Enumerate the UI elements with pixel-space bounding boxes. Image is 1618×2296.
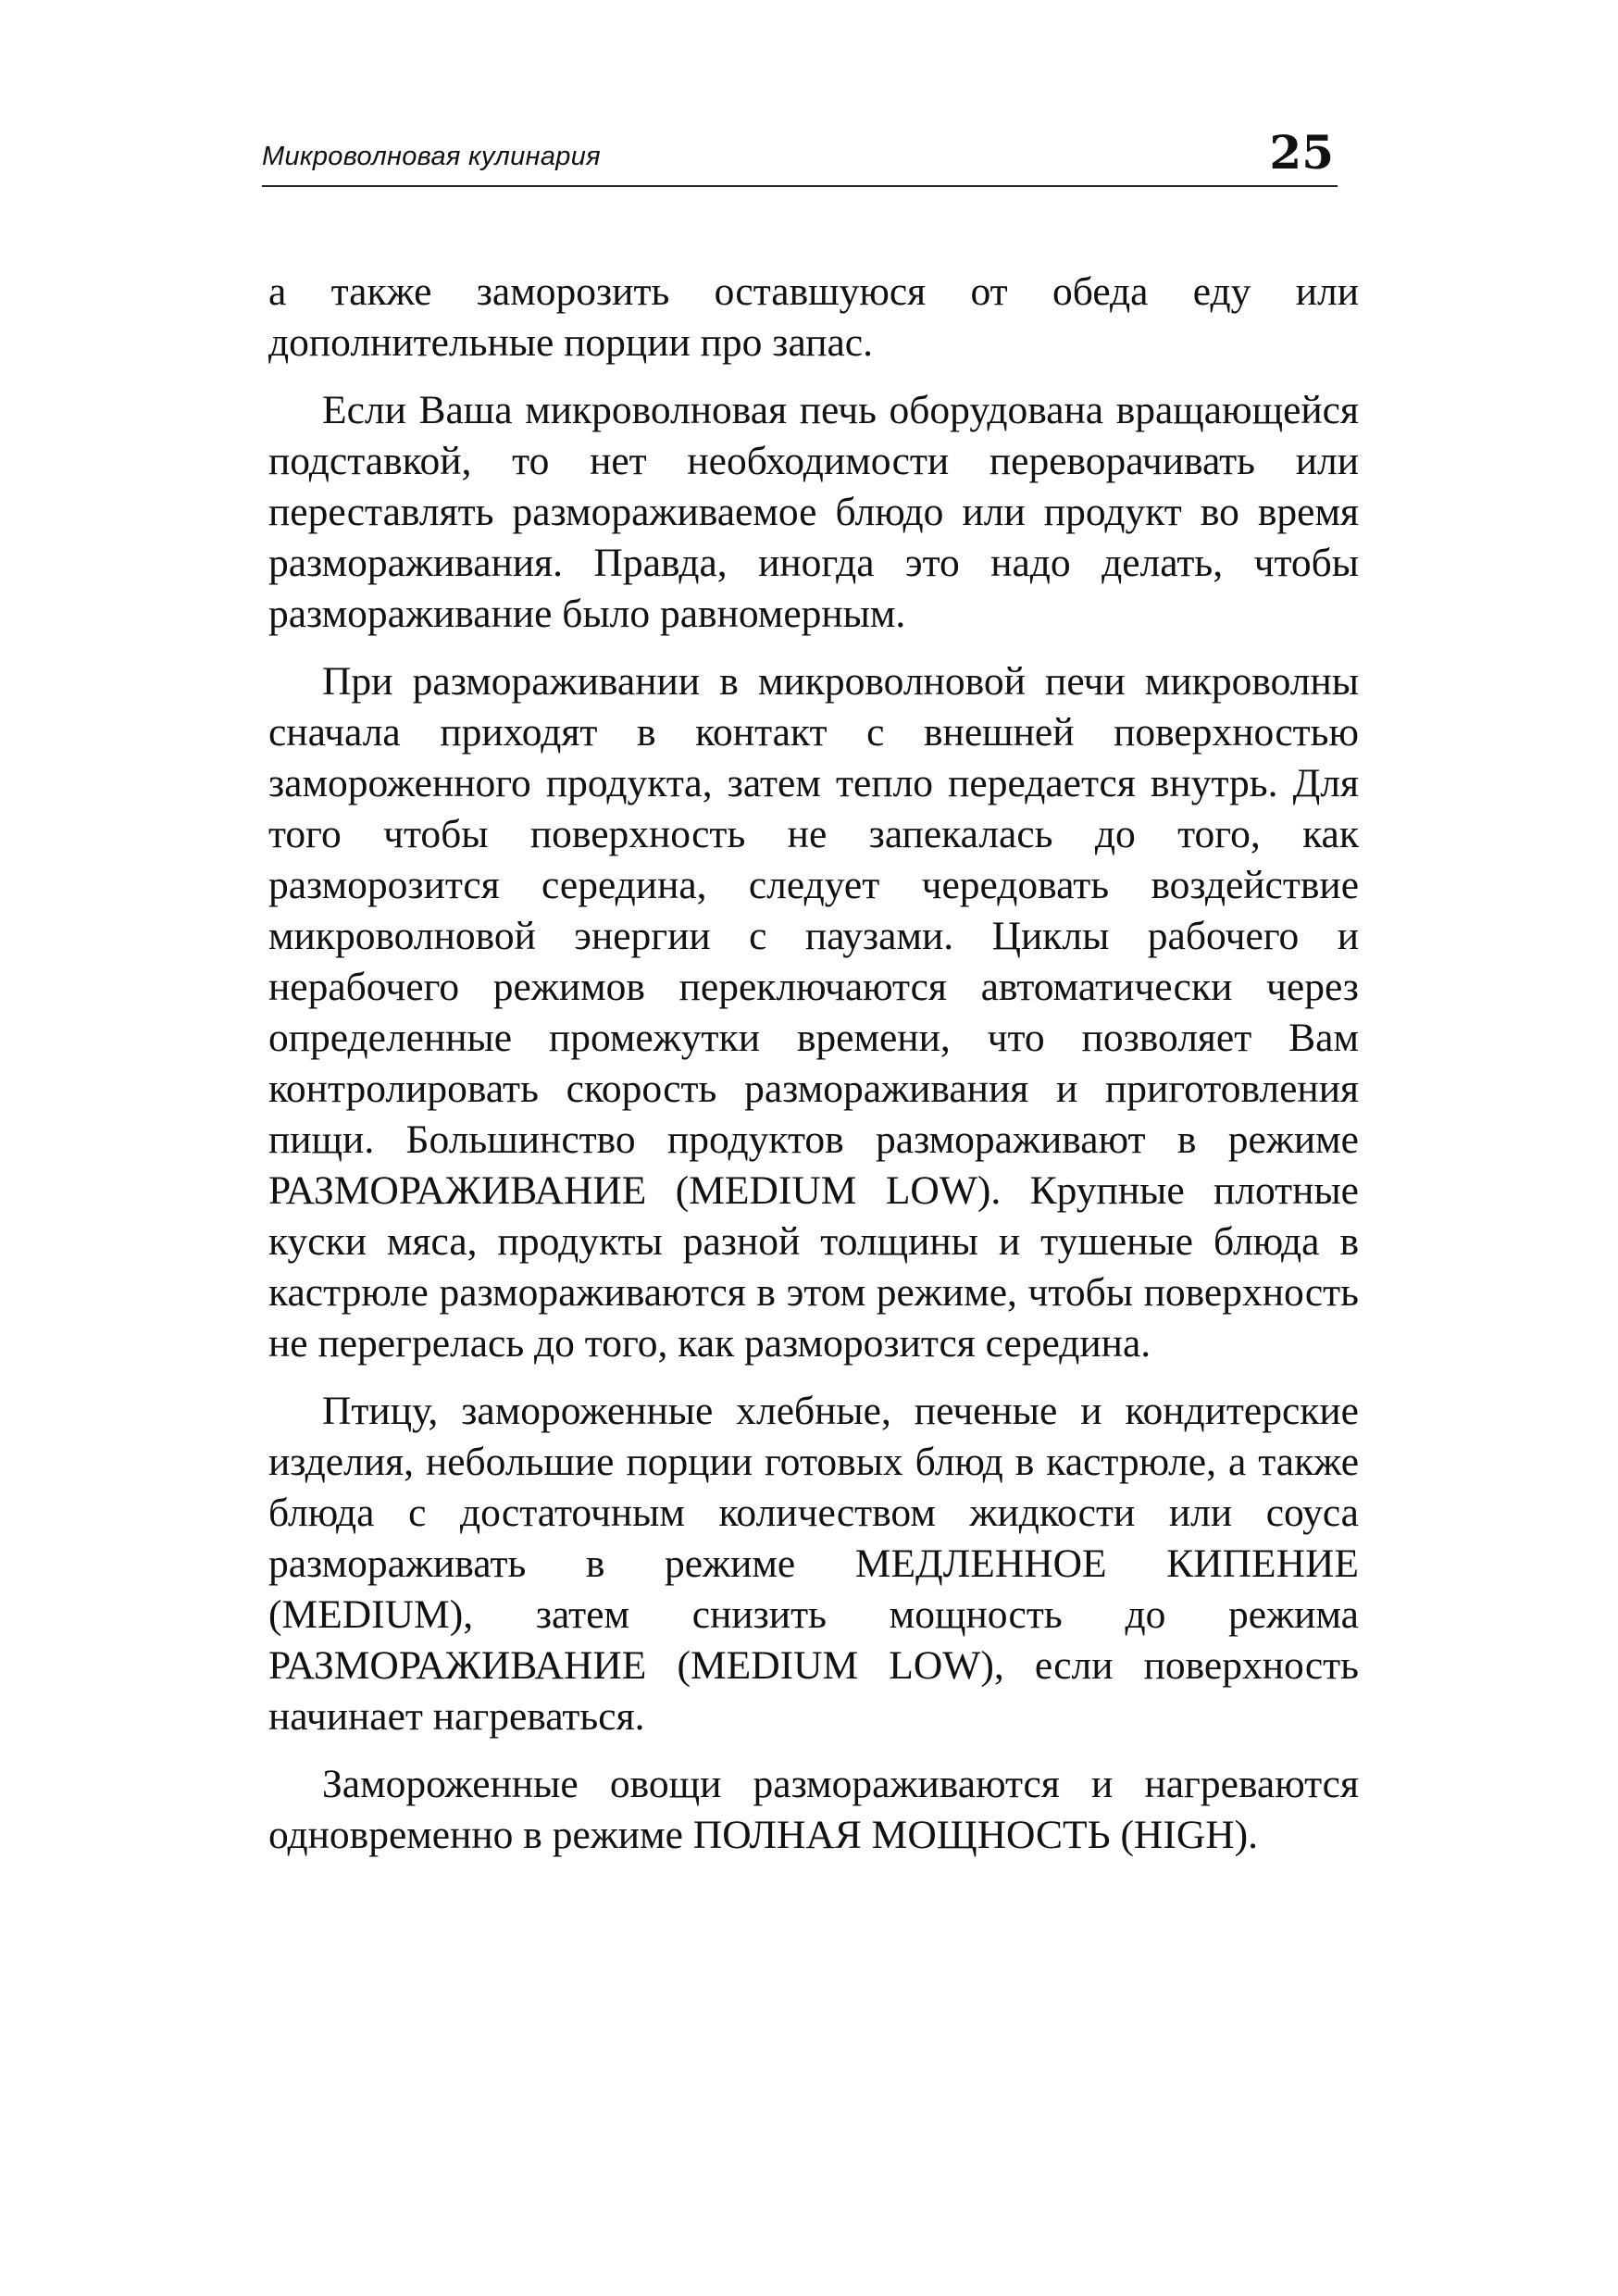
paragraph-poultry-bakery: Птицу, замороженные хлебные, печеные и кондитерские изделия, небольшие порции готовых блюд в кастрюле, а также блюда с достаточным количеством жидкости или соуса размораживать в режиме МЕДЛЕННОЕ КИПЕНИЕ (MEDIUM), затем снизить мощность до режима РАЗМОРАЖИВАНИЕ (MEDIUM LOW), если поверхность начинает нагреваться. xyxy=(268,1389,1359,1739)
running-header xyxy=(262,102,1338,187)
paragraph-defrost-process: При размораживании в микроволновой печи микроволны сначала приходят в контакт с внешней поверхностью замороженного продукта, затем тепло передается внутрь. Для того чтобы поверхность не запекалась до того, как разморозится середина, следует чередовать воздействие микроволновой энергии с паузами. Циклы рабочего и нерабочего режимов переключаются автоматически через определенные промежутки времени, что позволяет Вам контролировать скорость размораживания и приготовления пищи. Большинство продуктов размораживают в режиме РАЗМОРАЖИВАНИЕ (MEDIUM LOW). Крупные плотные куски мяса, продукты разной толщины и тушеные блюда в кастрюле размораживаются в этом режиме, чтобы поверхность не перегрелась до того, как разморозится середина. xyxy=(268,659,1359,1366)
paragraph-continuation: а также заморозить оставшуюся от обеда еду или дополнительные порции про запас. xyxy=(268,269,1359,365)
running-title: Микроволновая кулинария xyxy=(262,142,601,171)
paragraph-frozen-vegetables: Замороженные овощи размораживаются и нагреваются одновременно в режиме ПОЛНАЯ МОЩНОСТЬ (HIGH). xyxy=(268,1762,1359,1857)
paragraph-turntable: Если Ваша микроволновая печь оборудована вращающейся подставкой, то нет необходимости переворачивать или переставлять размораживаемое блюдо или продукт во время размораживания. Правда, иногда это надо делать, чтобы размораживание было равномерным. xyxy=(268,388,1359,636)
body-text xyxy=(268,267,1359,1878)
page-number: 25 xyxy=(1269,125,1334,180)
